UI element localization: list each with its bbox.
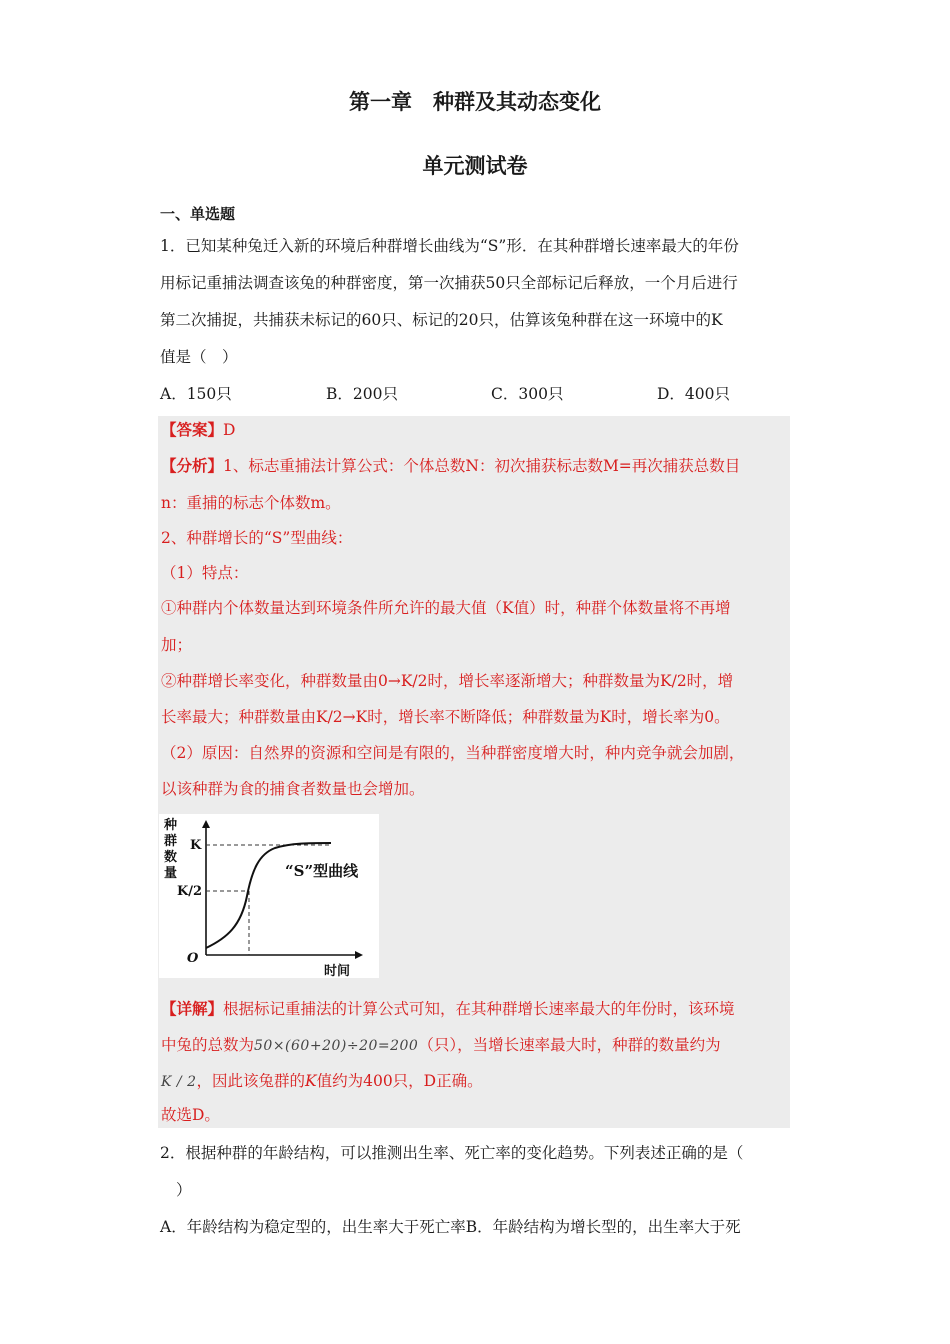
curve-label: “S”型曲线: [285, 862, 359, 880]
y-title-char-3: 数: [164, 850, 178, 865]
analysis-line-7: ②种群增长率变化，种群数量由0→K/2时，增长率逐渐增大；种群数量为K/2时，增: [161, 672, 734, 690]
k-label: K: [190, 838, 202, 853]
analysis-line-5: ①种群内个体数量达到环境条件所允许的最大值（K值）时，种群个体数量将不再增: [161, 599, 731, 617]
detail-conclusion: 故选D。: [161, 1106, 220, 1124]
q1-line-2: 用标记重捕法调查该兔的种群密度，第一次捕获50只全部标记后释放，一个月后进行: [160, 274, 738, 292]
detail-text-1: 根据标记重捕法的计算公式可知，在其种群增长速率最大的年份时，该环境: [223, 1000, 735, 1018]
y-title-char-2: 群: [164, 834, 178, 849]
detail-line-2: [161, 1035, 721, 1056]
detail-line-3: [161, 1071, 483, 1092]
origin-label: O: [187, 951, 199, 966]
analysis-line-2: n：重捕的标志个体数m。: [161, 494, 341, 512]
analysis-line-9: （2）原因：自然界的资源和空间是有限的，当种群密度增大时，种内竞争就会加剧，: [161, 744, 745, 762]
analysis-line-8: 长率最大；种群数量由K/2→K时，增长率不断降低；种群数量为K时，增长率为0。: [161, 708, 730, 726]
solution-panel: [158, 416, 790, 1128]
q2-option-line[interactable]: A．年龄结构为稳定型的，出生率大于死亡率B．年龄结构为增长型的，出生率大于死: [160, 1218, 741, 1236]
q1-option-b[interactable]: B．200只: [326, 385, 398, 403]
y-axis-arrow-icon: [202, 820, 210, 828]
chapter-title: 第一章 种群及其动态变化: [349, 90, 601, 114]
detail-text-2a: 中兔的总数为: [161, 1036, 255, 1054]
q1-line-4: 值是（ ）: [160, 348, 238, 366]
q1-line-1: 1．已知某种兔迁入新的环境后种群增长曲线为“S”形．在其种群增长速率最大的年份: [160, 237, 739, 255]
detail-label: 【详解】: [161, 999, 224, 1018]
analysis-line-4: （1）特点：: [161, 564, 249, 582]
s-curve: [206, 843, 331, 948]
answer-line: [161, 420, 235, 440]
analysis-line-10: 以该种群为食的捕食者数量也会增加。: [161, 780, 425, 798]
analysis-line-3: 2、种群增长的“S”型曲线：: [161, 529, 353, 547]
answer-label: 【答案】: [161, 420, 224, 439]
x-title: 时间: [324, 964, 351, 978]
analysis-line-6: 加；: [161, 636, 193, 654]
answer-value: D: [223, 421, 236, 439]
q2-line-2: ）: [176, 1181, 192, 1199]
y-title-char-4: 量: [164, 866, 178, 881]
q1-options: [160, 384, 780, 404]
section-heading: 一、单选题: [160, 205, 236, 223]
detail-k-half: K / 2: [161, 1074, 197, 1090]
x-axis-arrow-icon: [355, 951, 363, 959]
test-subtitle: 单元测试卷: [422, 154, 528, 178]
detail-text-3b: 值约为400只，D正确。: [316, 1072, 483, 1090]
q1-option-c[interactable]: C．300只: [491, 385, 564, 403]
detail-k: K: [305, 1072, 317, 1090]
q1-option-d[interactable]: D．400只: [657, 385, 731, 403]
s-curve-figure: [159, 814, 379, 978]
q2-line-1: 2．根据种群的年龄结构，可以推测出生率、死亡率的变化趋势。下列表述正确的是（: [160, 1144, 744, 1162]
detail-line-1: [161, 999, 735, 1019]
k2-label: K/2: [177, 884, 203, 899]
detail-formula: 50×(60+20)÷20=200: [254, 1038, 419, 1054]
detail-text-3a: ，因此该兔群的: [196, 1072, 305, 1090]
q1-option-a[interactable]: A．150只: [160, 385, 232, 403]
detail-text-2b: （只），当增长速率最大时，种群的数量约为: [418, 1036, 721, 1054]
analysis-line-1: [161, 456, 740, 476]
q1-line-3: 第二次捕捉，共捕获未标记的60只、标记的20只，估算该兔种群在这一环境中的K: [160, 311, 723, 329]
analysis-label: 【分析】: [161, 456, 224, 475]
analysis-text-1: 1、标志重捕法计算公式：个体总数N：初次捕获标志数M=再次捕获总数目: [223, 457, 741, 475]
y-title-char-1: 种: [164, 818, 178, 833]
